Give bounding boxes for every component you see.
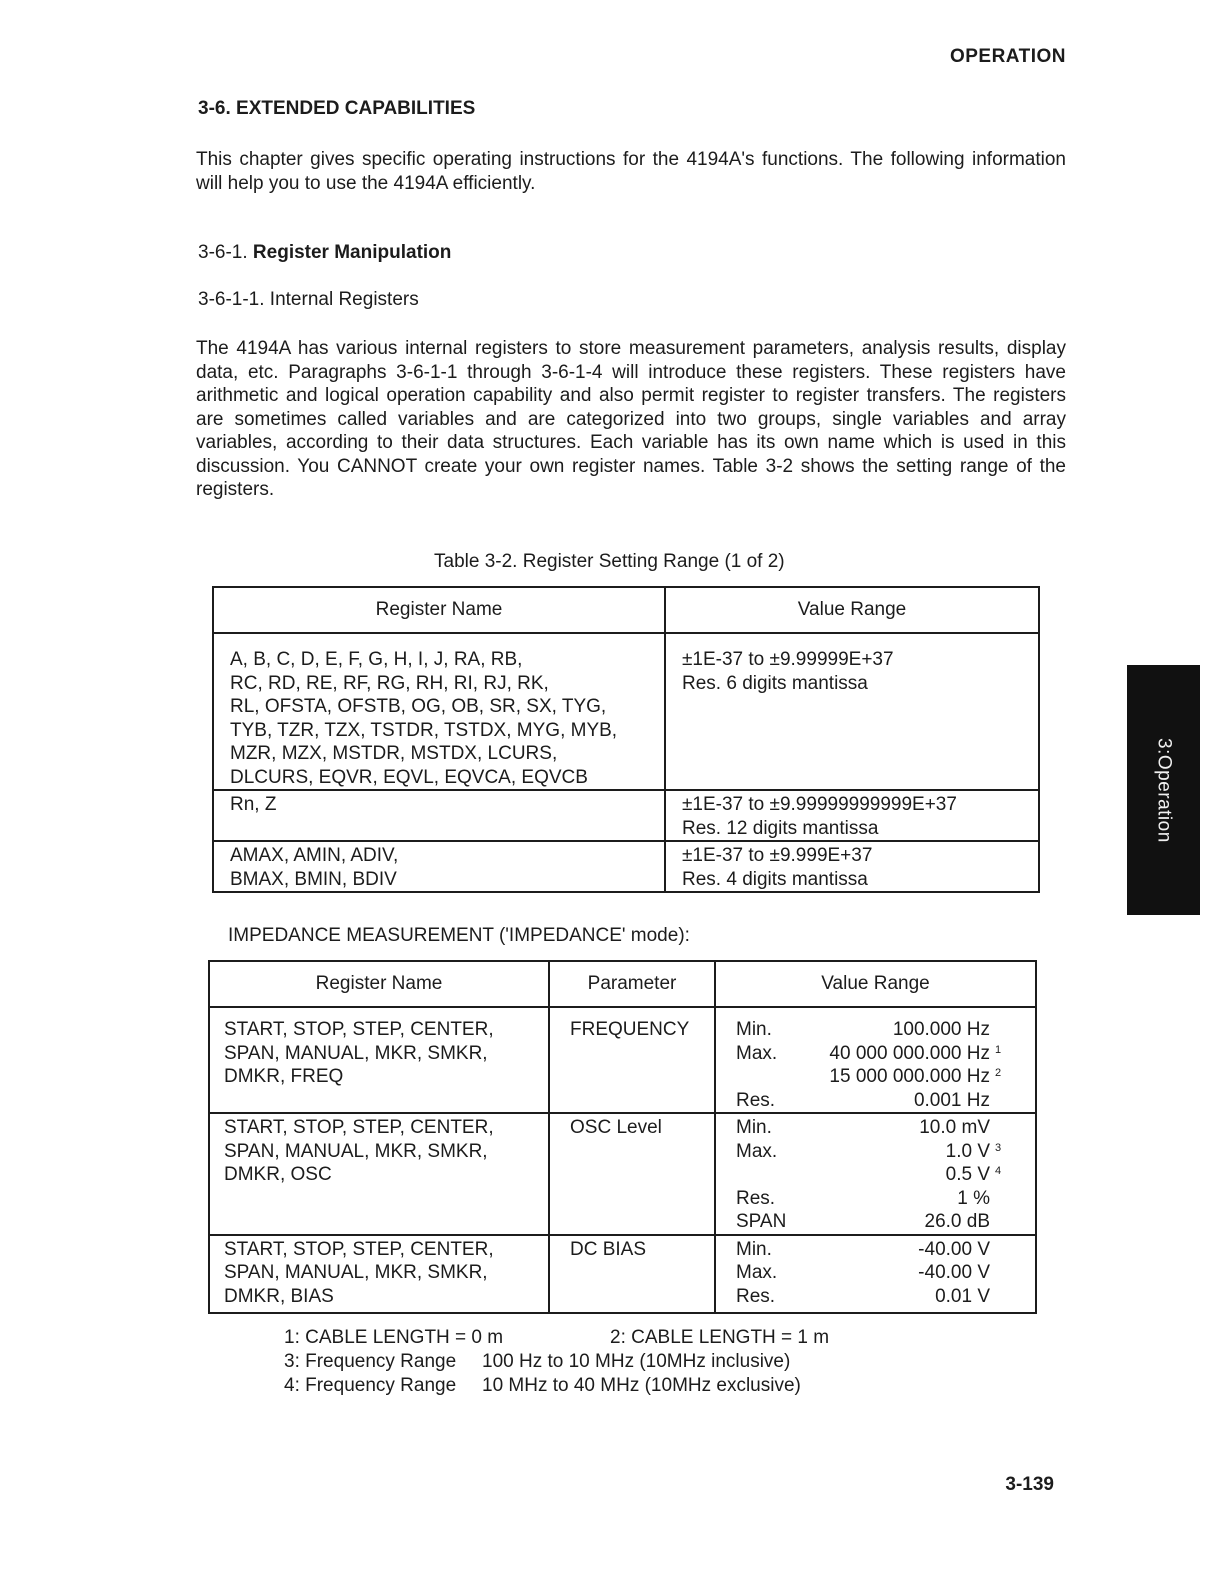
register-names-line: START, STOP, STEP, CENTER, <box>224 1238 494 1260</box>
value-range-line: ±1E-37 to ±9.999E+37 <box>682 845 873 866</box>
register-names-line: BMAX, BMIN, BDIV <box>230 868 397 890</box>
register-names-cell <box>209 1113 549 1235</box>
value-label: Res. <box>736 1285 776 1307</box>
value-label: Res. <box>736 1089 776 1111</box>
register-names-cell <box>209 1235 549 1314</box>
register-names-line: SPAN, MANUAL, MKR, SMKR, <box>224 1140 488 1162</box>
footnote-3-label: 3: Frequency Range <box>284 1351 457 1372</box>
footnotes <box>284 1326 829 1398</box>
value-range-cell <box>715 1235 1036 1314</box>
register-names-cell <box>209 1007 549 1113</box>
register-names-line: RL, OFSTA, OFSTB, OG, OB, SR, SX, TYG, <box>230 696 607 717</box>
registers-text: The 4194A has various internal registers to store measurement parameters, analysis results, display data, etc. Paragraphs 3-6-1-1 through 3-6-1-4 will introduce these registers. These registers have arithmetic and logical operation capability and also permit register to register transfers. The registers are sometimes called variables and are categorized into two groups, single variables and array variables, according to their data structures. Each variable has its own name which is used in this discussion. You CANNOT create your own register names. Table 3-2 shows the setting range of the registers. <box>196 338 1066 500</box>
register-names-line: START, STOP, STEP, CENTER, <box>224 1117 494 1138</box>
value-number: 0.01 V <box>935 1285 990 1307</box>
register-names-line: SPAN, MANUAL, MKR, SMKR, <box>224 1042 488 1064</box>
table-row <box>213 790 1039 841</box>
table-row <box>209 1007 1036 1113</box>
header-parameter: Parameter <box>549 961 715 1007</box>
register-names-line: SPAN, MANUAL, MKR, SMKR, <box>224 1262 488 1283</box>
mode-label: IMPEDANCE MEASUREMENT ('IMPEDANCE' mode): <box>228 925 690 946</box>
table-caption: Table 3-2. Register Setting Range (1 of 2) <box>434 551 785 572</box>
side-tab-label: 3:Operation <box>1153 737 1175 843</box>
chapter-side-tab <box>1127 665 1200 915</box>
value-number: 10.0 mV <box>919 1117 990 1138</box>
register-names-cell <box>213 841 665 892</box>
subsection-heading <box>198 242 451 264</box>
register-names-line: START, STOP, STEP, CENTER, <box>224 1019 494 1040</box>
footnote-4-text: 10 MHz to 40 MHz (10MHz exclusive) <box>482 1375 801 1396</box>
value-number: 15 000 000.000 Hz <box>829 1066 990 1087</box>
value-range-cell <box>665 841 1039 892</box>
value-number: 0.5 V <box>945 1164 990 1185</box>
value-label: Min. <box>736 1117 772 1138</box>
subsection-number: 3-6-1. <box>198 242 248 263</box>
register-names-line: DMKR, FREQ <box>224 1066 344 1087</box>
value-label: SPAN <box>736 1211 787 1232</box>
header-value-range: Value Range <box>665 587 1039 633</box>
section-title: 3-6. EXTENDED CAPABILITIES <box>198 98 476 119</box>
impedance-register-table <box>208 960 1037 1314</box>
footnote-marker: 2 <box>995 1067 1002 1079</box>
intro-text: This chapter gives specific operating instructions for the 4194A's functions. The following information will help you to use the 4194A efficiently. <box>196 149 1066 194</box>
parameter-cell: OSC Level <box>549 1113 715 1235</box>
value-label: Max. <box>736 1262 778 1283</box>
parameter-cell: FREQUENCY <box>549 1007 715 1113</box>
register-range-table <box>212 586 1040 893</box>
header-value-range: Value Range <box>715 961 1036 1007</box>
footnote-marker: 1 <box>995 1043 1002 1056</box>
table-row <box>209 1113 1036 1235</box>
register-names-line: AMAX, AMIN, ADIV, <box>230 845 399 866</box>
value-label: Max. <box>736 1042 778 1064</box>
value-number: -40.00 V <box>918 1238 990 1260</box>
footnote-2: 2: CABLE LENGTH = 1 m <box>610 1327 830 1348</box>
footnote-4-label: 4: Frequency Range <box>284 1375 457 1396</box>
register-names-line: MZR, MZX, MSTDR, MSTDX, LCURS, <box>230 743 558 764</box>
register-names-line: RC, RD, RE, RF, RG, RH, RI, RJ, RK, <box>230 672 549 694</box>
footnote-1: 1: CABLE LENGTH = 0 m <box>284 1327 504 1348</box>
value-number: 1.0 V <box>945 1140 990 1162</box>
registers-paragraph <box>196 337 1066 502</box>
value-range-cell <box>665 633 1039 790</box>
footnote-marker: 4 <box>995 1165 1002 1177</box>
header-register-name: Register Name <box>209 961 549 1007</box>
register-names-line: A, B, C, D, E, F, G, H, I, J, RA, RB, <box>230 649 523 670</box>
header-register-name: Register Name <box>213 587 665 633</box>
subsubsection-title: 3-6-1-1. Internal Registers <box>198 289 419 310</box>
value-label: Res. <box>736 1187 776 1209</box>
value-number: 100.000 Hz <box>892 1019 990 1040</box>
register-names-line: TYB, TZR, TZX, TSTDR, TSTDX, MYG, MYB, <box>230 719 618 741</box>
table-row <box>213 841 1039 892</box>
intro-paragraph <box>196 148 1066 195</box>
value-label: Max. <box>736 1140 778 1162</box>
value-range-line: Res. 6 digits mantissa <box>682 672 868 694</box>
register-names-line: Rn, Z <box>230 794 277 815</box>
table-row <box>213 633 1039 790</box>
register-names-line: DMKR, BIAS <box>224 1285 334 1307</box>
page-header: OPERATION <box>949 46 1066 67</box>
value-number: 40 000 000.000 Hz <box>829 1042 990 1064</box>
page-number: 3-139 <box>1005 1474 1054 1495</box>
footnote-3-text: 100 Hz to 10 MHz (10MHz inclusive) <box>482 1351 791 1372</box>
subsection-title: Register Manipulation <box>252 242 452 263</box>
register-names-line: DMKR, OSC <box>224 1164 332 1185</box>
value-number: 1 % <box>957 1187 990 1209</box>
table-row <box>209 1235 1036 1314</box>
parameter-cell: DC BIAS <box>549 1235 715 1314</box>
value-range-cell <box>715 1113 1036 1235</box>
value-number: 0.001 Hz <box>913 1089 990 1111</box>
register-names-cell <box>213 790 665 841</box>
value-range-cell <box>715 1007 1036 1113</box>
value-range-line: ±1E-37 to ±9.99999999999E+37 <box>682 794 957 815</box>
value-range-line: Res. 12 digits mantissa <box>682 817 879 839</box>
value-range-line: ±1E-37 to ±9.99999E+37 <box>682 649 894 670</box>
value-range-line: Res. 4 digits mantissa <box>682 868 868 890</box>
value-label: Min. <box>736 1019 772 1040</box>
value-label: Min. <box>736 1238 772 1260</box>
footnote-marker: 3 <box>995 1141 1002 1154</box>
register-names-cell <box>213 633 665 790</box>
value-number: 26.0 dB <box>924 1211 990 1232</box>
register-names-line: DLCURS, EQVR, EQVL, EQVCA, EQVCB <box>230 766 588 788</box>
value-number: -40.00 V <box>918 1262 990 1283</box>
value-range-cell <box>665 790 1039 841</box>
